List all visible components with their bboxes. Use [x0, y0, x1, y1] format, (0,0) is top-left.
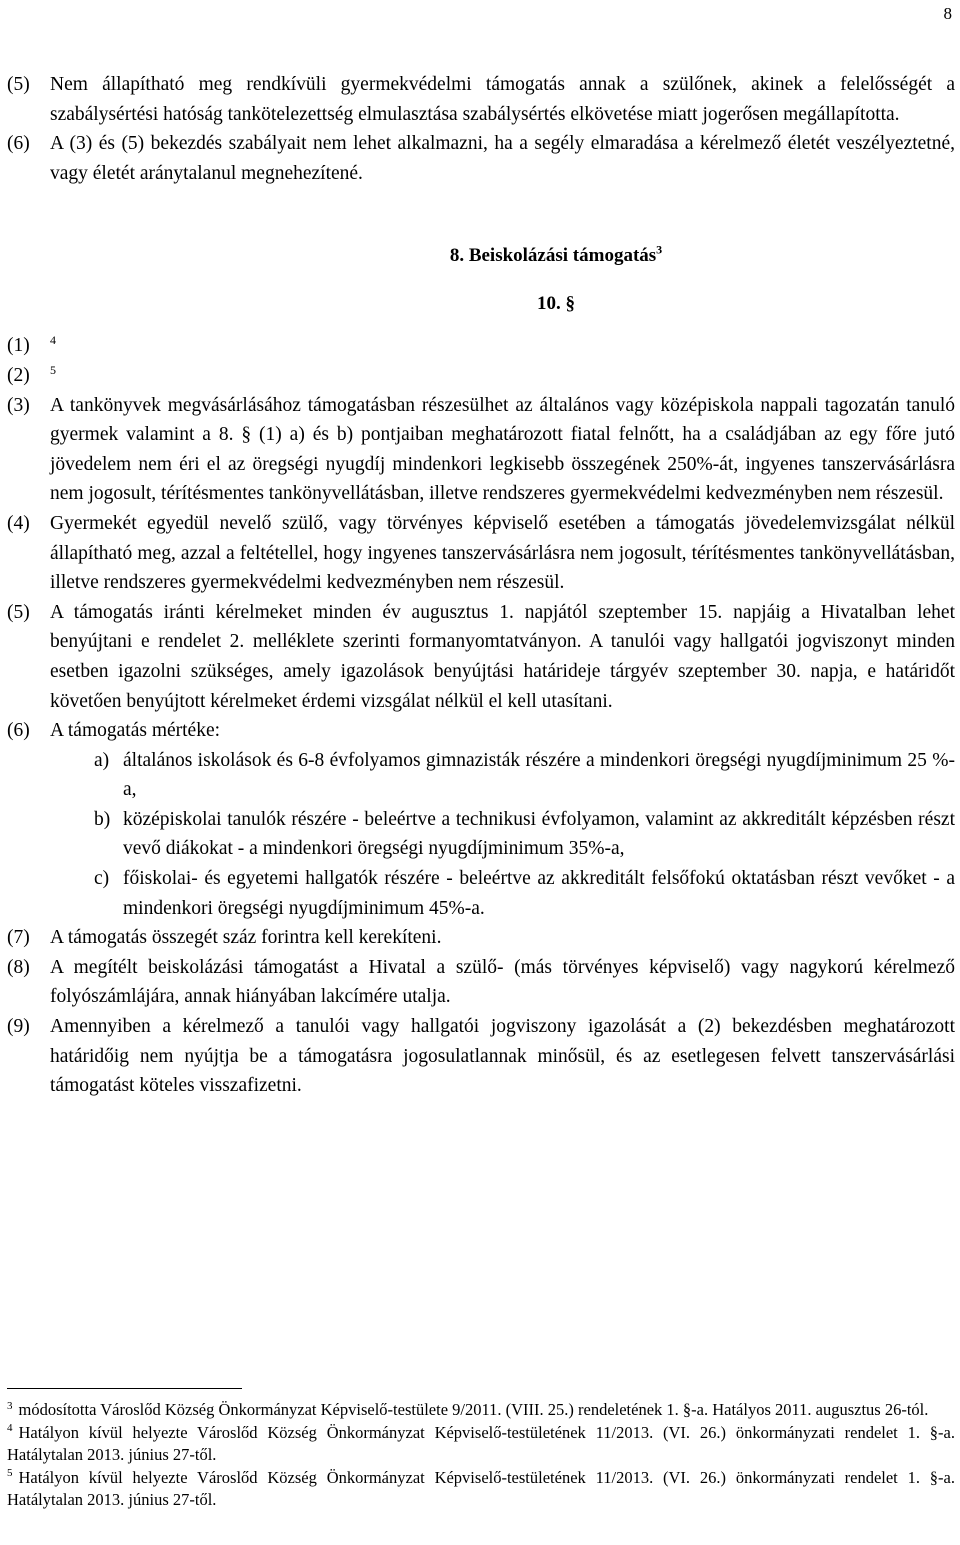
paragraph-9 [7, 1012, 955, 1101]
paragraph-text: A támogatás iránti kérelmeket minden év augusztus 1. napjától szeptember 15. napjáig a Hivatalban lehet benyújtani e rendelet 2. melléklete szerinti formanyomtatványon. A tanulói vagy hallgatói jogviszonyt minden esetben igazolni szükséges, amely igazolások benyújtási határideje tárgyév szeptember 30. napja, e határidőt követően benyújtott kérelmeket érdemi vizsgálat nélkül el kell utasítani. [50, 601, 955, 712]
footnote-5 [7, 1467, 955, 1512]
paragraph-text: A támogatás mértéke: [50, 720, 221, 742]
paragraph-number: (5) [7, 601, 30, 623]
footnote-separator [7, 1388, 242, 1389]
paragraph-number: (6) [7, 133, 30, 155]
list-label: c) [94, 868, 110, 890]
list-text: középiskolai tanulók részére - beleértve a technikusi évfolyamon, valamint az akkreditált képzésben részt vevő diákokat - a mindenkori öregségi nyugdíjminimum 35%-a, [123, 808, 955, 860]
list-label: a) [94, 749, 110, 771]
paragraph-number: (9) [7, 1016, 30, 1038]
paragraph-5 [7, 598, 955, 716]
paragraph-number: (3) [7, 394, 30, 416]
paragraph-text: A megítélt beiskolázási támogatást a Hivatal a szülő- (más törvényes képviselő) vagy nagykorú kérelmező folyószámlájára, annak hiányában lakcímére utalja. [50, 956, 955, 1008]
list-text: főiskolai- és egyetemi hallgatók részére - beleértve az akkreditált felsőfokú oktatásban részt vevőket - a mindenkori öregségi nyugdíjminimum 45%-a. [123, 868, 955, 919]
footnote-marker: 5 [7, 1467, 13, 1479]
footnote-text: Hatályon kívül helyezte Városlőd Község Önkormányzat Képviselő-testületének 11/2013. (VI. 26.) önkormányzati rendelet 1. §-a. Hatálytalan 2013. június 27-től. [7, 1422, 955, 1464]
paragraph-number: (2) [7, 364, 30, 386]
section-number: 10. § [537, 293, 575, 315]
repealed-paragraph-2: (2) 5 [7, 361, 955, 391]
footnote-marker: 3 [7, 1399, 13, 1412]
paragraph-text: Amennyiben a kérelmező a tanulói vagy hallgatói jogviszony igazolását a (2) bekezdésben meghatározott határidőig nem nyújtja be a támogatásra jogosulatlannak minősül, és az esetlegesen felvett tanszervásárlási támogatást köteles visszafizetni. [50, 1016, 955, 1097]
paragraph-5-prev [7, 70, 955, 129]
paragraph-text: A támogatás összegét száz forintra kell kerekíteni. [50, 927, 442, 949]
paragraph-6 [7, 716, 955, 746]
paragraph-text: A tankönyvek megvásárlásához támogatásban részesülhet az általános vagy középiskola nappali tagozatán tanuló gyermek valamint a 8. § (1) a) és b) pontjaiban meghatározott fiatal felnőtt, ha a családjában az egy főre jutó jövedelem nem éri el az öregségi nyugdíj mindenkori legkisebb összegének 250%-át, ingyenes tanszervásárlásra nem jogosult, térítésmentes tankönyvellátásban, illetve rendszeres gyermekvédelmi kedvezményben nem részesül. [50, 394, 955, 505]
amount-item-b [7, 805, 955, 864]
section-heading [7, 243, 955, 269]
paragraph-text: Nem állapítható meg rendkívüli gyermekvédelmi támogatás annak a szülőnek, akinek a felelősségét a szabálysértési hatóság tankötelezettség elmulasztása szabálysértés elkövetése miatt jogerősen megállapította. [50, 74, 955, 125]
footnote-text: módosította Városlőd Község Önkormányzat Képviselő-testülete 9/2011. (VIII. 25.) rendeletének 1. §-a. Hatályos 2011. augusztus 26-tól. [18, 1400, 929, 1419]
amount-item-a [7, 746, 955, 805]
paragraph-7 [7, 923, 955, 953]
footnotes [7, 1388, 955, 1512]
footnote-4 [7, 1422, 955, 1467]
paragraph-text: Gyermekét egyedül nevelő szülő, vagy törvényes képviselő esetében a támogatás jövedelemvizsgálat nélkül állapítható meg, azzal a feltétellel, hogy ingyenes tanszervásárlásra nem jogosult, térítésmentes tankönyvellátásban, illetve rendszeres gyermekvédelmi kedvezményben nem részesül. [50, 512, 955, 594]
paragraph-6-prev [7, 129, 955, 188]
paragraph-number: (1) [7, 335, 30, 357]
paragraph-8 [7, 953, 955, 1012]
paragraph-4 [7, 509, 955, 598]
footnote-text: Hatályon kívül helyezte Városlőd Község Önkormányzat Képviselő-testületének 11/2013. (VI. 26.) önkormányzati rendelet 1. §-a. Hatálytalan 2013. június 27-től. [7, 1467, 955, 1509]
list-text: általános iskolások és 6-8 évfolyamos gimnazisták részére a mindenkori öregségi nyugdíjminimum 25 %-a, [123, 749, 955, 801]
list-label: b) [94, 808, 111, 830]
footnote-3 [7, 1399, 955, 1422]
section-heading-text: 8. Beiskolázási támogatás [449, 245, 657, 267]
page-number: 8 [943, 4, 952, 23]
paragraph-3 [7, 391, 955, 509]
repealed-paragraph-1: (1) 4 [7, 331, 955, 361]
paragraph-number: (7) [7, 927, 30, 949]
paragraph-number: (8) [7, 956, 30, 978]
footnote-marker: 4 [7, 1422, 13, 1434]
footnote-ref-3: 3 [656, 243, 663, 258]
paragraph-number: (4) [7, 512, 30, 534]
paragraph-number: (5) [7, 74, 30, 95]
document-body [7, 70, 955, 1101]
paragraph-text: A (3) és (5) bekezdés szabályait nem lehet alkalmazni, ha a segély elmaradása a kérelmező életét veszélyeztetné, vagy életét aránytalanul megnehezítené. [50, 133, 955, 184]
amount-item-c [7, 864, 955, 923]
paragraph-number: (6) [7, 720, 30, 742]
